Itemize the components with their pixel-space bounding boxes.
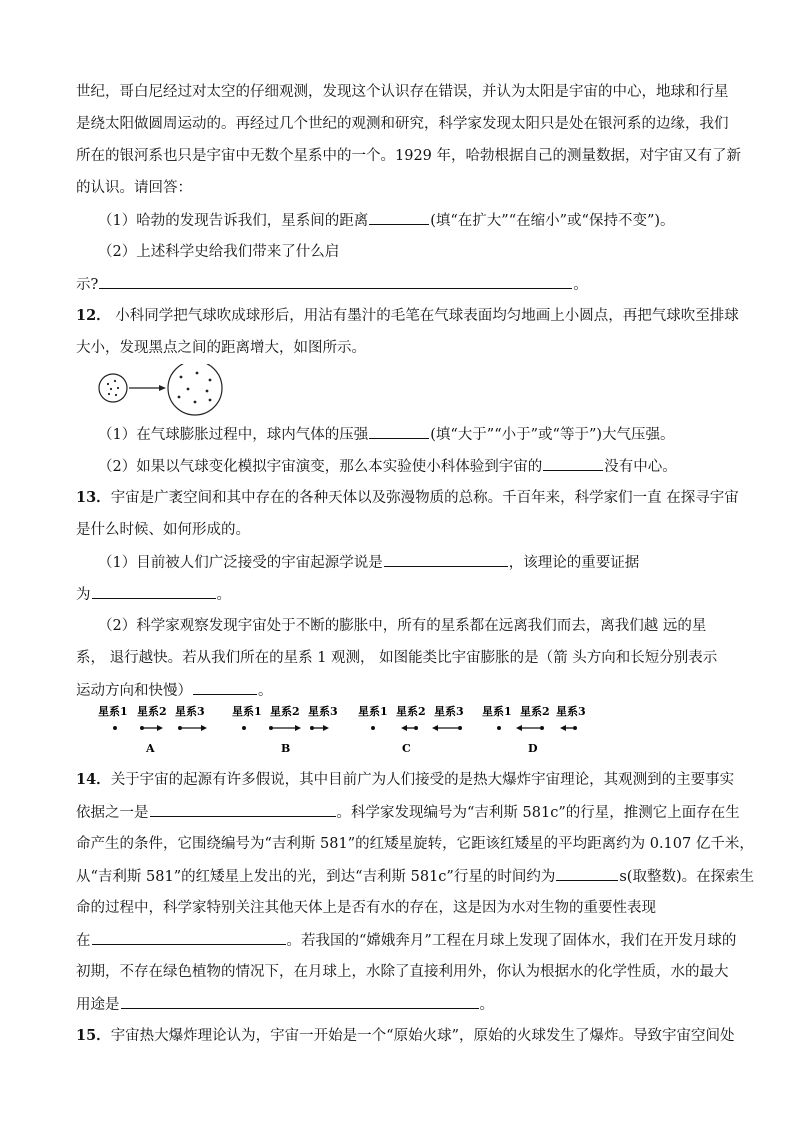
q13-p1-text-2: ，该理论的重要证据: [508, 555, 640, 571]
q14-text-4a: 从“吉利斯 581”的红矮星上发出的光，到达“吉利斯 581c”行星的时间约为: [76, 869, 556, 885]
answer-blank[interactable]: [543, 456, 603, 471]
intro-q2-prefix: 示?: [76, 277, 99, 293]
q14-text-6a: 在: [76, 933, 91, 949]
option-b-galaxy-3: [310, 726, 314, 730]
q13-p1-answer: [76, 584, 231, 605]
q13-p1-text: （1）目前被人们广泛接受的宇宙起源学说是: [98, 555, 383, 571]
intro-line-3: 所在的银河系也只是宇宙中无数个星系中的一个。1929 年，哈勃根据自己的测量数据，对宇宙又有了新: [76, 148, 742, 164]
q14-text-2a: 依据之一是: [76, 805, 149, 821]
option-d-galaxy-1-label: 星系1: [482, 705, 512, 718]
q14-text-8b: 。: [479, 997, 494, 1013]
q13-p1-prefix: 为: [76, 587, 91, 603]
q12-p1-hint: (填“大于”“小于”或“等于”)大气压强。: [430, 427, 675, 443]
q15-text-1: 宇宙热大爆炸理论认为，宇宙一开始是一个“原始火球”，原始的火球发生了爆炸。导致宇宙空间处: [110, 1028, 735, 1044]
intro-q1: [98, 210, 675, 231]
large-balloon: [168, 364, 222, 415]
option-b-label: B: [281, 742, 291, 755]
option-c-galaxy-1-label: 星系1: [358, 705, 388, 718]
intro-q1-text: （1）哈勃的发现告诉我们，星系间的距离: [98, 213, 369, 229]
q13-p1: [98, 552, 639, 573]
option-d[interactable]: [482, 704, 586, 755]
q14-line-3: 命产生的条件，它围绕编号为“吉利斯 581”的红矮星旋转，它距该红矮星的平均距离约为 0.107 亿千米，: [76, 836, 754, 852]
option-c-galaxy-3: [458, 726, 462, 730]
q12-p2-end: 没有中心。: [604, 459, 677, 475]
option-b[interactable]: [232, 704, 338, 755]
q12-p1-text: （1）在气球膨胀过程中，球内气体的压强: [98, 427, 369, 443]
q12-text-1: 小科同学把气球吹成球形后，用沾有墨汁的毛笔在气球表面均匀地画上小圆点，再把气球吹至排球: [110, 308, 739, 324]
q14-text-1: 关于宇宙的起源有许多假说，其中目前广为人们接受的是热大爆炸宇宙理论，其观测到的主要事实: [110, 772, 735, 788]
answer-blank[interactable]: [121, 994, 479, 1009]
q14-number: 14．: [76, 771, 111, 788]
q14-text-8a: 用途是: [76, 997, 120, 1013]
intro-q2: （2）上述科学史给我们带来了什么启: [98, 244, 340, 260]
q13-p2-text: 运动方向和快慢）: [76, 683, 192, 699]
q13-p2-line-2: 系， 退行越快。若从我们所在的星系 1 观测， 如图能类比宇宙膨胀的是（箭 头方向和长短分别表示: [76, 650, 718, 666]
option-a-galaxy-1-label: 星系1: [98, 705, 128, 718]
q13-p1-end: 。: [216, 587, 231, 603]
answer-blank[interactable]: [99, 274, 572, 289]
option-c-galaxy-2: [414, 726, 418, 730]
q13-line-2: 是什么时候、如何形成的。: [76, 522, 250, 538]
intro-q2-answer: [76, 274, 588, 295]
option-c[interactable]: [358, 704, 464, 755]
q14-line-2: [76, 802, 740, 823]
galaxy-options-figure: [98, 702, 598, 758]
balloon-figure: [96, 364, 228, 416]
q14-line-1: [76, 770, 734, 790]
q15-line-1: [76, 1026, 735, 1046]
answer-blank[interactable]: [92, 584, 216, 599]
q12-p2-text: （2）如果以气球变化模拟宇宙演变，那么本实验使小科体验到宇宙的: [98, 459, 543, 475]
intro-q1-hint: (填“在扩大”“在缩小”或“保持不变”)。: [430, 213, 675, 229]
option-b-galaxy-2: [269, 726, 273, 730]
q12-number: 12．: [76, 307, 111, 324]
option-c-label: C: [402, 742, 411, 755]
answer-blank[interactable]: [193, 680, 257, 695]
option-a-galaxy-3-label: 星系3: [175, 705, 205, 718]
intro-line-1: 世纪，哥白尼经过对太空的仔细观测，发现这个认识存在错误，并认为太阳是宇宙的中心，地球和行星: [76, 84, 729, 100]
q14-line-4: [76, 866, 754, 887]
answer-blank[interactable]: [150, 802, 336, 817]
arrow-head: [159, 385, 166, 391]
option-c-galaxy-1: [371, 726, 375, 730]
q13-line-1: [76, 488, 739, 508]
option-c-galaxy-2-label: 星系2: [396, 705, 426, 718]
q13-p2-end: 。: [258, 683, 273, 699]
q14-line-6: [76, 930, 736, 951]
option-a-galaxy-2: [140, 726, 144, 730]
q15-number: 15．: [76, 1027, 111, 1044]
option-a-galaxy-2-label: 星系2: [137, 705, 167, 718]
q13-text-1: 宇宙是广袤空间和其中存在的各种天体以及弥漫物质的总称。千百年来，科学家们一直 在探寻宇宙: [110, 490, 739, 506]
q12-line-2: 大小，发现黑点之间的距离增大，如图所示。: [76, 340, 366, 356]
option-b-galaxy-3-label: 星系3: [308, 705, 338, 718]
q14-line-7: 初期，不存在绿色植物的情况下，在月球上，水除了直接利用外，你认为根据水的化学性质，水的最大: [76, 964, 729, 980]
option-c-galaxy-3-label: 星系3: [434, 705, 464, 718]
option-b-galaxy-1-label: 星系1: [232, 705, 262, 718]
q12-line-1: [76, 306, 739, 326]
q13-p2-line-3: [76, 680, 273, 701]
q12-p2: [98, 456, 677, 477]
option-d-galaxy-3: [573, 726, 577, 730]
q14-text-6b: 。若我国的“嫦娥奔月”工程在月球上发现了固体水，我们在开发月球的: [286, 933, 737, 949]
intro-line-4: 的认识。请回答：: [76, 180, 192, 196]
option-d-label: D: [528, 742, 538, 755]
option-a[interactable]: [98, 704, 207, 755]
option-b-galaxy-2-label: 星系2: [270, 705, 300, 718]
q13-p2-line-1: （2）科学家观察发现宇宙处于不断的膨胀中，所有的星系都在远离我们而去，离我们越 远的星: [98, 618, 707, 634]
intro-q2-end: 。: [573, 277, 588, 293]
option-a-galaxy-1: [113, 726, 117, 730]
answer-blank[interactable]: [384, 552, 508, 567]
option-a-galaxy-3: [178, 726, 182, 730]
q12-p1: [98, 424, 675, 445]
option-d-galaxy-3-label: 星系3: [556, 705, 586, 718]
option-d-galaxy-2: [540, 726, 544, 730]
answer-blank[interactable]: [92, 930, 286, 945]
q13-number: 13．: [76, 489, 111, 506]
answer-blank[interactable]: [369, 424, 429, 439]
q14-text-4b: s(取整数)。在探索生: [619, 869, 755, 885]
intro-line-2: 是绕太阳做圆周运动的。再经过几个世纪的观测和研究，科学家发现太阳只是处在银河系的边缘，我们: [76, 116, 729, 132]
small-balloon: [99, 374, 127, 402]
answer-blank[interactable]: [369, 210, 429, 225]
option-d-galaxy-2-label: 星系2: [520, 705, 550, 718]
answer-blank[interactable]: [556, 866, 618, 881]
option-d-galaxy-1: [497, 726, 501, 730]
q14-text-2b: 。科学家发现编号为“吉利斯 581c”的行星，推测它上面存在生: [336, 805, 740, 821]
q14-line-8: [76, 994, 494, 1015]
q14-line-5: 命的过程中，科学家特别关注其他天体上是否有水的存在，这是因为水对生物的重要性表现: [76, 900, 656, 916]
option-a-label: A: [146, 742, 155, 755]
option-b-galaxy-1: [242, 726, 246, 730]
